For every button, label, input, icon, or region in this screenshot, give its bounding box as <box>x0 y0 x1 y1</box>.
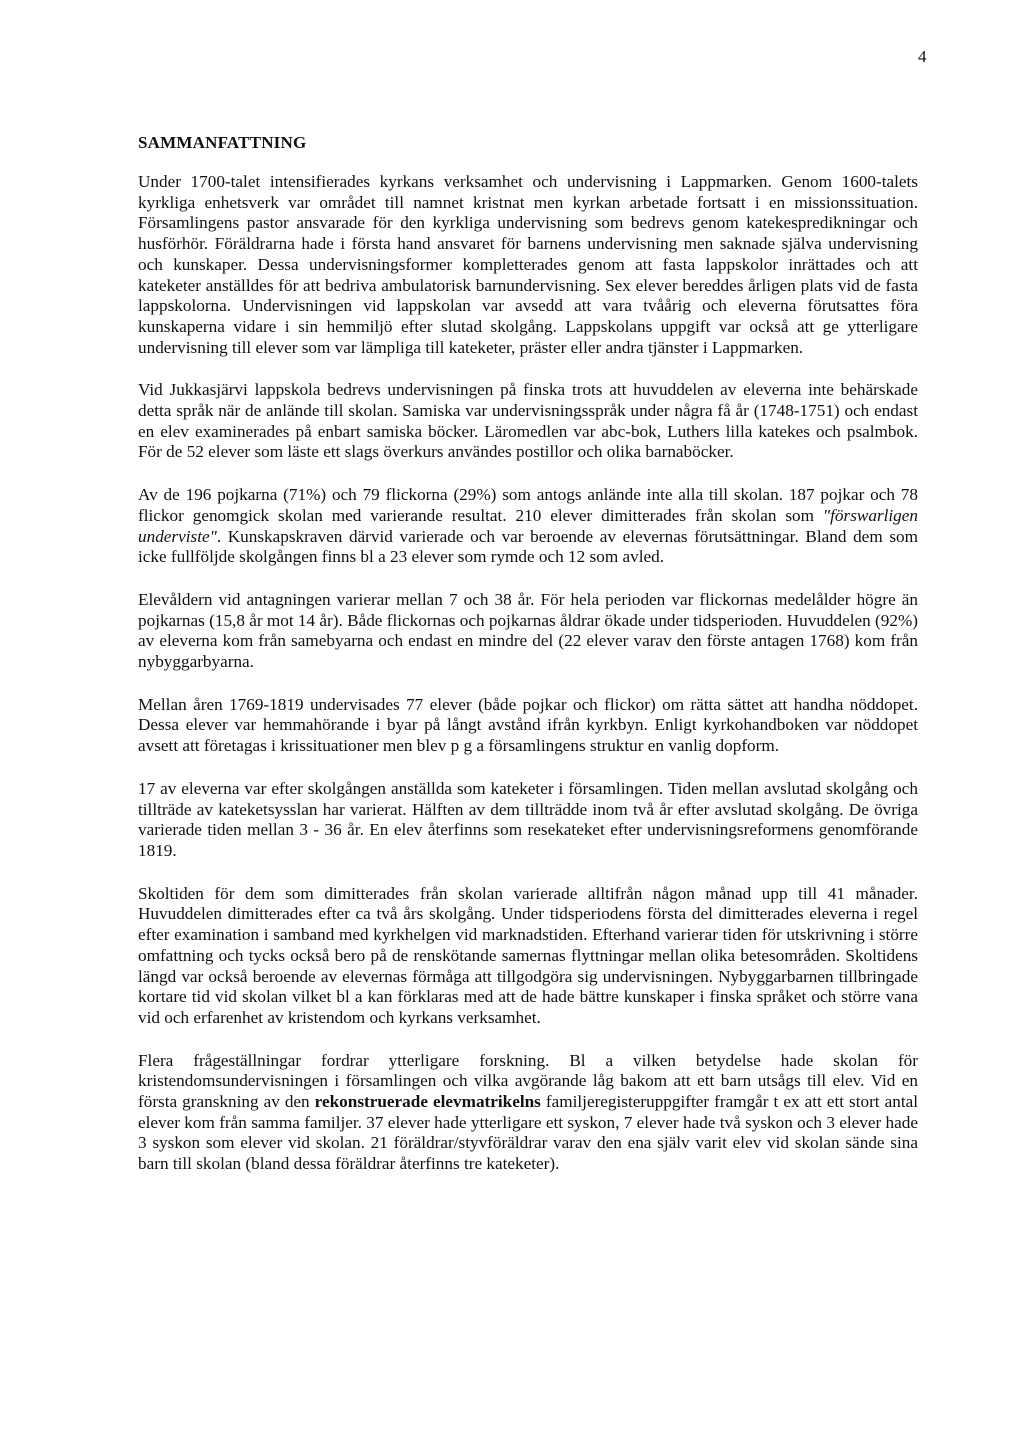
paragraph-6 <box>138 779 918 862</box>
paragraph-text: Flera frågeställningar fordrar ytterligare forskning. Bl a vilken betydelse hade skolan för kristendomsundervisningen i församlingen och vilka avgörande låg bakom att ett barn utsågs till elev. Vid en första granskning av den <box>138 1050 918 1112</box>
paragraph-text: Elevåldern vid antagningen varierar mellan 7 och 38 år. För hela perioden var flickornas medelålder högre än pojkarnas (15,8 år mot 14 år). Både flickornas och pojkarnas åldrar ökade under tidsperioden. Huvuddelen (92%) av eleverna kom från samebyarna och endast en mindre del (22 elever varav den förste antagen 1768) kom från nybyggarbyarna. <box>138 589 918 672</box>
paragraph-2 <box>138 380 918 463</box>
paragraph-text: . Kunskapskraven därvid varierade och var beroende av elevernas förutsättningar. Bland dem som icke fullföljde skolgången finns bl a 23 elever som rymde och 12 som avled. <box>138 526 918 567</box>
paragraph-text: Av de 196 pojkarna (71%) och 79 flickorna (29%) som antogs anlände inte alla till skolan. 187 pojkar och 78 flickor genomgick skolan med varierande resultat. 210 elever dimitterades från skolan som <box>138 485 918 525</box>
paragraph-text: Skoltiden för dem som dimitterades från skolan varierade alltifrån någon månad upp till 41 månader. Huvuddelen dimitterades efter ca två års skolgång. Under tidsperiodens första del dimitterades eleverna i regel efter examination i samband med kyrkhelgen vid marknadstiden. Efterhand varierar tiden för utskrivning i större omfattning och tycks också bero på de renskötande samernas flyttningar mellan olika betesområden. Skoltidens längd var också beroende av elevernas förmåga att tillgodgöra sig undervisningen. Nybyggarbarnen tillbringade kortare tid vid skolan vilket bl a kan förklaras med att de hade bättre kunskaper i finska språket och större vana vid och erfarenhet av kristendom och kyrkans verksamhet. <box>138 883 918 1027</box>
paragraph-7 <box>138 884 918 1029</box>
paragraph-text: 17 av eleverna var efter skolgången anställda som kateketer i församlingen. Tiden mellan avslutad skolgång och tillträde av kateketsysslan har varierat. Hälften av dem tillträdde inom två år efter avslutad skolgång. De övriga varierade tiden mellan 3 - 36 år. En elev återfinns som resekateket efter undervisningsreformens genomförande 1819. <box>138 778 918 860</box>
section-heading: SAMMANFATTNING <box>138 133 307 152</box>
paragraph-text: Vid Jukkasjärvi lappskola bedrevs undervisningen på finska trots att huvuddelen av eleverna inte behärskade detta språk när de anlände till skolan. Samiska var undervisningsspråk under några få år (1748-1751) och endast en elev examinerades på enbart samiska böcker. Läromedlen var abc-bok, Luthers lilla katekes och psalmbok. För de 52 elever som läste ett slags överkurs användes postillor och olika barnaböcker. <box>138 380 918 462</box>
paragraph-text: Under 1700-talet intensifierades kyrkans verksamhet och undervisning i Lappmarken. Genom 1600-talets kyrkliga enhetsverk var området till namnet kristnat men kyrkan arbetade fortsatt i en missionssituation. Församlingens pastor ansvarade för den kyrkliga undervisning som bedrevs genom katekespredikningar och husförhör. Föräldrarna hade i första hand ansvaret för barnens undervisning men saknade själva undervisning och kunskaper. Dessa undervisningsformer kompletterades genom att fasta lappskolor inrättades och att kateketer anställdes för att bedriva ambulatorisk barnundervisning. Sex elever bereddes årligen plats vid de fasta lappskolorna. Undervisningen vid lappskolan var avsedd att vara tvåårig och eleverna förutsattes föra kunskaperna vidare i sin hemmiljö efter slutad skolgång. Lappskolans uppgift var också att ge ytterligare undervisning till elever som var lämpliga till kateketer, präster eller andra tjänster i Lappmarken. <box>138 172 918 357</box>
paragraph-text: Mellan åren 1769-1819 undervisades 77 elever (både pojkar och flickor) om rätta sättet att handha nöddopet. Dessa elever var hemmahörande i byar på långt avstånd ifrån kyrkbyn. Enligt kyrkohandboken var nöddopet avsett att företagas i krissituationer men blev p g a församlingens struktur en vanlig dopform. <box>138 694 918 756</box>
paragraph-text: familjeregisteruppgifter framgår t ex att ett stort antal elever kom från samma familjer. 37 elever hade ytterligare ett syskon, 7 elever hade två syskon och 3 elever hade 3 syskon som elever vid skolan. 21 föräldrar/styvföräldrar varav den ena själv varit elev vid skolan sände sina barn till skolan (bland dessa föräldrar återfinns tre kateketer). <box>138 1092 919 1174</box>
italic-quote: "förswarligen underviste" <box>138 505 918 546</box>
paragraph-8 <box>138 1051 918 1175</box>
page-number: 4 <box>918 47 927 66</box>
paragraph-3 <box>138 485 918 568</box>
paragraph-5 <box>138 695 918 757</box>
summary-body <box>138 172 918 1175</box>
paragraph-4 <box>138 590 918 673</box>
bold-term: rekonstruerade elevmatrikelns <box>314 1092 541 1112</box>
paragraph-1 <box>138 172 918 358</box>
